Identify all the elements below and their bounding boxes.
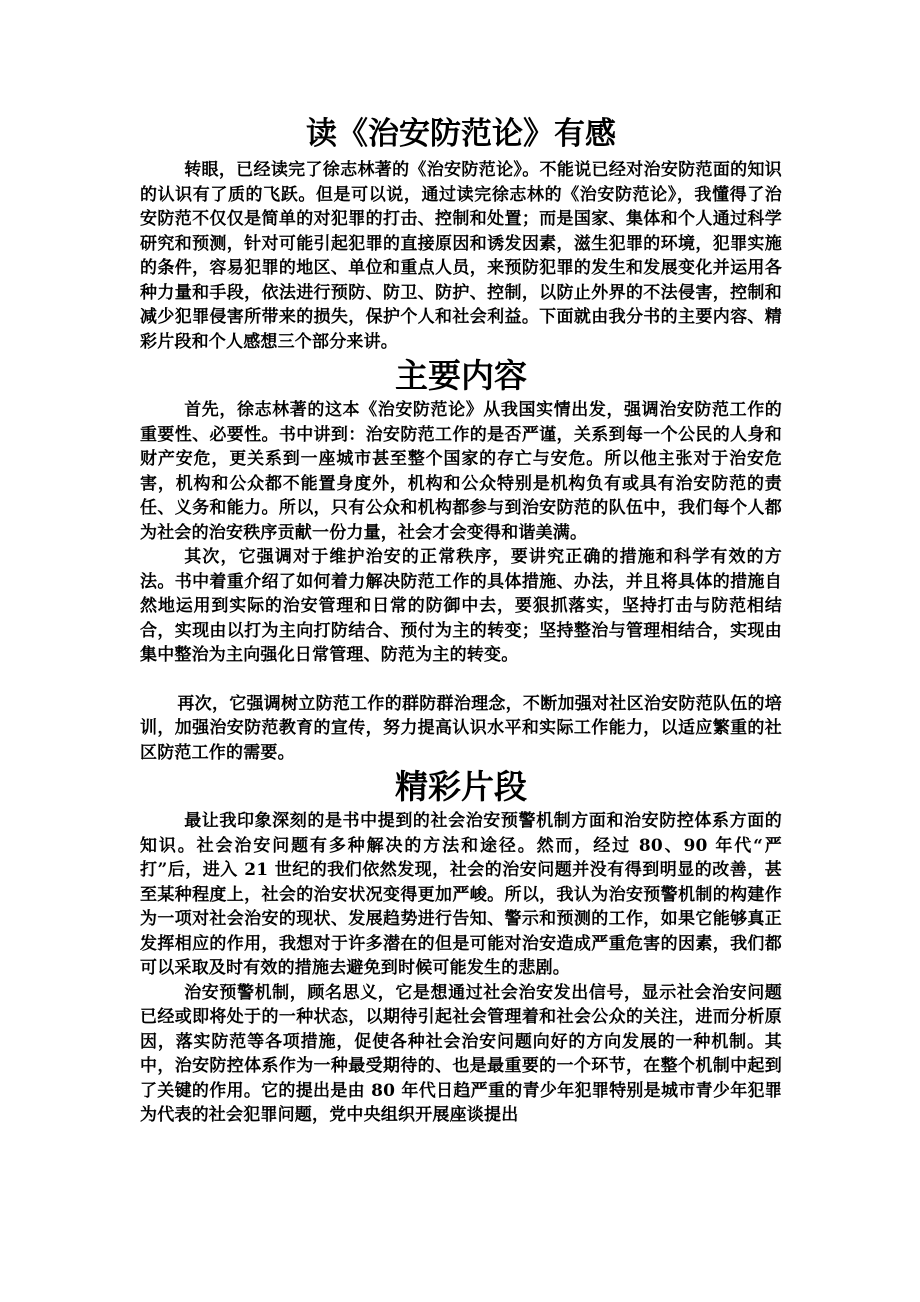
document-page xyxy=(140,112,782,1128)
main-content-paragraph-2: 其次，它强调对于维护治安的正常秩序，要讲究正确的措施和科学有效的方法。书中着重介绍了如何着力解决防范工作的具体措施、办法，并且将具体的措施自然地运用到实际的治安管理和日常的防御中去，要狠抓落实，坚持打击与防范相结合，实现由以打为主向打防结合、预付为主的转变；坚持整治与管理相结合，实现由集中整治为主向强化日常管理、防范为主的转变。 xyxy=(140,547,782,665)
document-title: 读《治安防范论》有感 xyxy=(306,116,616,152)
main-content-paragraph-1: 首先，徐志林著的这本《治安防范论》从我国实情出发，强调治安防范工作的重要性、必要性。书中讲到：治安防范工作的是否严谨，关系到每一个公民的人身和财产安危，更关系到一座城市甚至整个国家的存亡与安危。所以他主张对于治安危害，机构和公众都不能置身度外，机构和公众特别是机构负有或具有治安防范的责任、义务和能力。所以，只有公众和机构都参与到治安防范的队伍中，我们每个人都为社会的治安秩序贡献一份力量，社会才会变得和谐美满。 xyxy=(140,400,782,543)
highlights-paragraph-1: 最让我印象深刻的是书中提到的社会治安预警机制方面和治安防控体系方面的知识。社会治安问题有多种解决的方法和途径。然而，经过 80、90 年代“严打”后，进入 21 世纪的我们依然发现，社会的治安问题并没有得到明显的改善，甚至某种程度上，社会的治安状况变得更加严峻。所以，我认为治安预警机制的构建作为一项对社会治安的现状、发展趋势进行告知、警示和预测的工作，如果它能够真正发挥相应的作用，我想对于许多潜在的但是可能对治安造成严重危害的因素，我们都可以采取及时有效的措施去避免到时候可能发生的悲剧。 xyxy=(140,811,782,978)
section-heading-main-content: 主要内容 xyxy=(395,356,527,395)
main-content-paragraph-3: 再次，它强调树立防范工作的群防群治理念，不断加强对社区治安防范队伍的培训，加强治安防范教育的宣传，努力提高认识水平和实际工作能力，以适应繁重的社区防范工作的需要。 xyxy=(140,693,782,763)
paragraph-gap xyxy=(140,668,782,692)
intro-paragraph: 转眼，已经读完了徐志林著的《治安防范论》。不能说已经对治安防范面的知识的认识有了质的飞跃。但是可以说，通过读完徐志林的《治安防范论》，我懂得了治安防范不仅仅是简单的对犯罪的打击、控制和处置；而是国家、集体和个人通过科学研究和预测，针对可能引起犯罪的直接原因和诱发因素，滋生犯罪的环境，犯罪实施的条件，容易犯罪的地区、单位和重点人员，来预防犯罪的发生和发展变化并运用各种力量和手段，依法进行预防、防卫、防护、控制，以防止外界的不法侵害，控制和减少犯罪侵害所带来的损失，保护个人和社会利益。下面就由我分书的主要内容、精彩片段和个人感想三个部分来讲。 xyxy=(140,160,782,352)
highlights-paragraph-2: 治安预警机制，顾名思义，它是想通过社会治安发出信号，显示社会治安问题已经或即将处于的一种状态，以期待引起社会管理着和社会公众的关注，进而分析原因，落实防范等各项措施，促使各种社会治安问题向好的方向发展的一种机制。其中，治安防控体系作为一种最受期待的、也是最重要的一个环节，在整个机制中起到了关键的作用。它的提出是由 80 年代日趋严重的青少年犯罪特别是城市青少年犯罪为代表的社会犯罪问题，党中央组织开展座谈提出 xyxy=(140,982,782,1125)
section-heading-highlights: 精彩片段 xyxy=(395,767,527,806)
